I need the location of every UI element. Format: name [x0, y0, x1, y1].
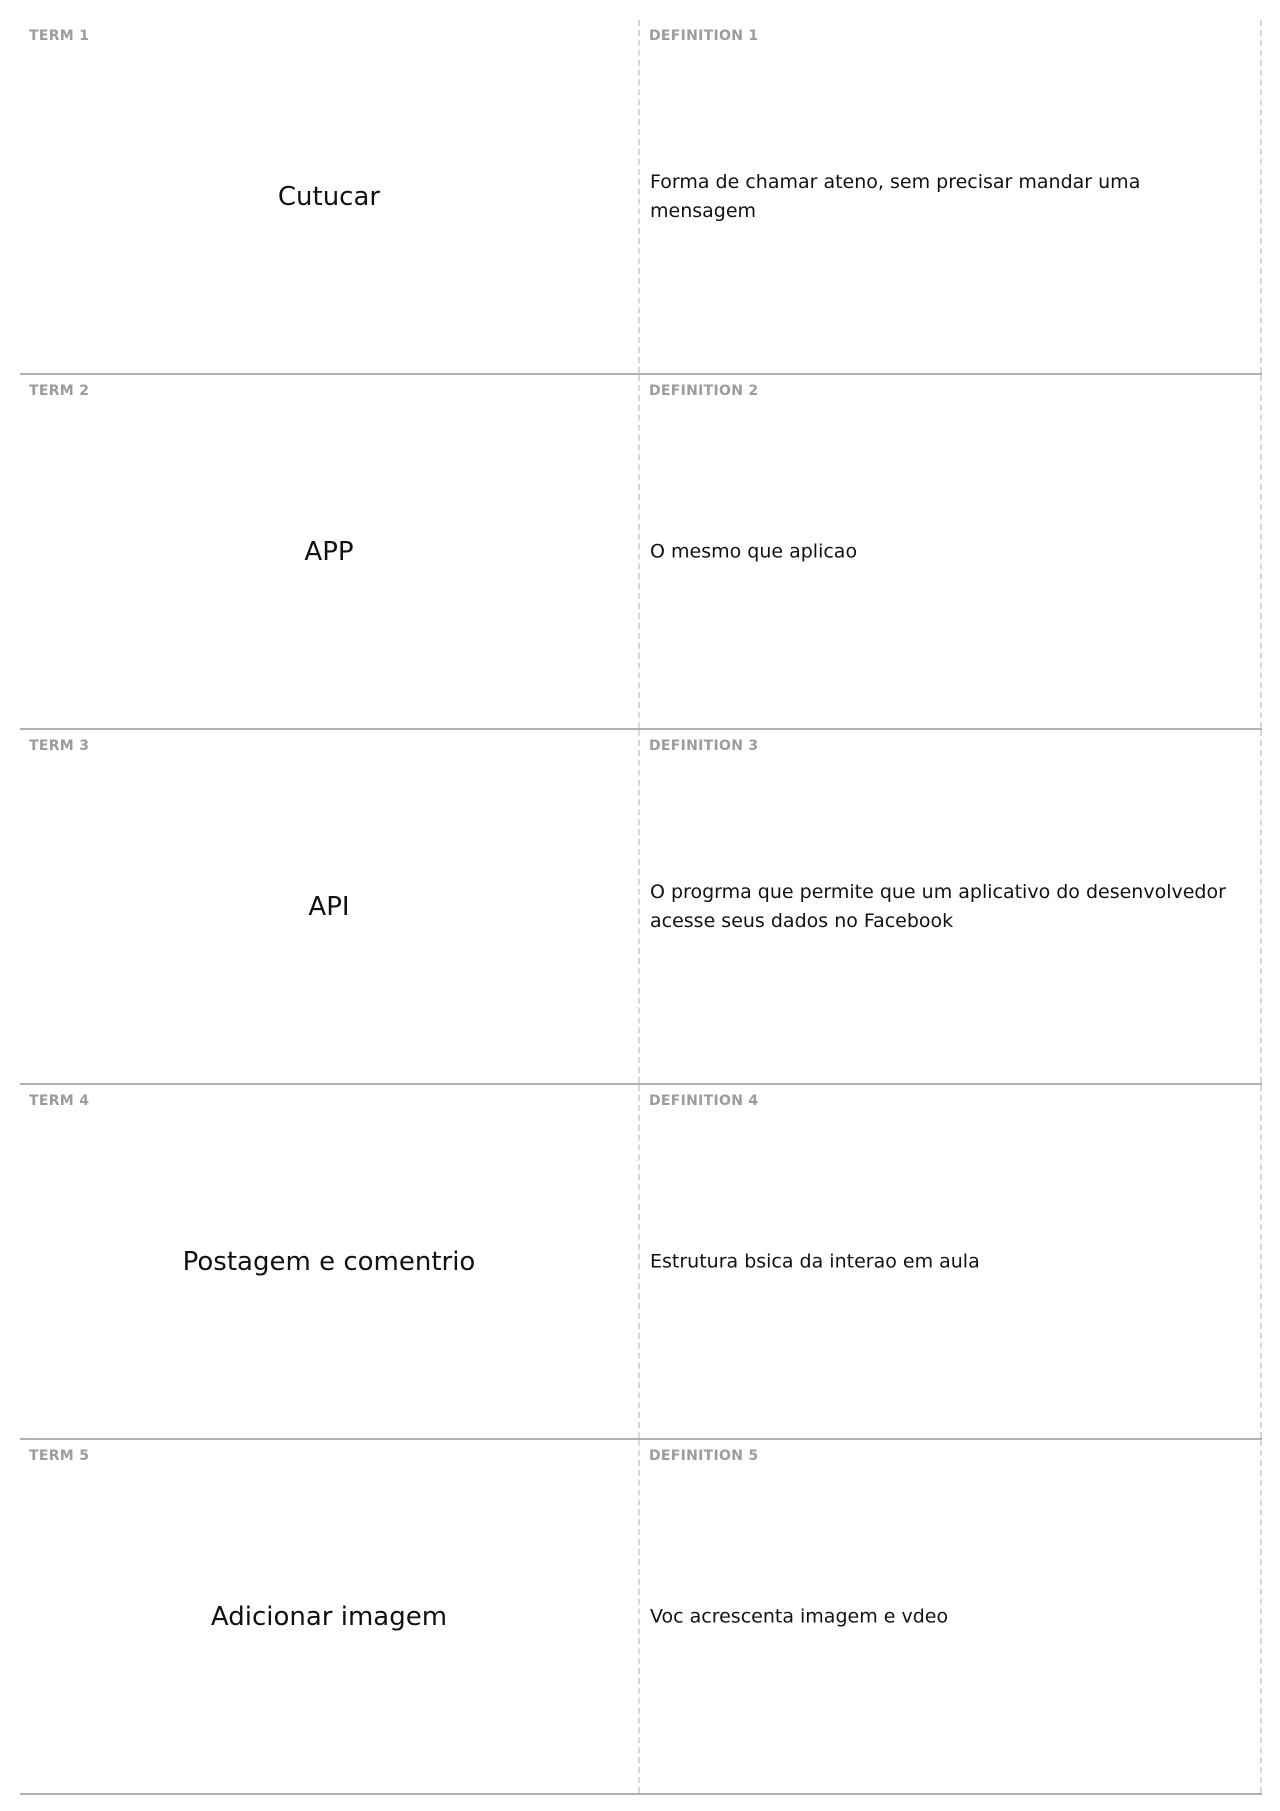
definition-cell — [640, 375, 1262, 728]
term-label: TERM 5 — [29, 1448, 90, 1464]
term-text: Cutucar — [277, 181, 381, 212]
definition-label: DEFINITION 5 — [649, 1448, 759, 1464]
definition-cell — [640, 1440, 1262, 1793]
flashcard-sheet — [20, 20, 1262, 1795]
definition-text: Forma de chamar ateno, sem precisar mandar uma mensagem — [650, 170, 1141, 222]
definition-cell — [640, 20, 1262, 373]
term-text: Adicionar imagem — [210, 1601, 448, 1632]
definition-cell — [640, 1085, 1262, 1438]
definition-label: DEFINITION 1 — [649, 28, 759, 44]
term-label: TERM 2 — [29, 383, 90, 399]
definition-label: DEFINITION 4 — [649, 1093, 759, 1109]
flashcard-row-5 — [20, 1440, 1262, 1795]
term-label: TERM 4 — [29, 1093, 90, 1109]
term-cell — [20, 1085, 640, 1438]
flashcard-row-2 — [20, 375, 1262, 730]
definition-text: Estrutura bsica da interao em aula — [650, 1250, 980, 1272]
term-label: TERM 3 — [29, 738, 90, 754]
definition-label: DEFINITION 3 — [649, 738, 759, 754]
definition-label: DEFINITION 2 — [649, 383, 759, 399]
flashcard-row-1 — [20, 20, 1262, 375]
term-cell — [20, 730, 640, 1083]
term-cell — [20, 1440, 640, 1793]
term-text: APP — [304, 536, 354, 567]
term-cell — [20, 375, 640, 728]
flashcard-row-3 — [20, 730, 1262, 1085]
definition-text: O progrma que permite que um aplicativo do desenvolvedor acesse seus dados no Facebook — [650, 880, 1226, 932]
definition-text: O mesmo que aplicao — [650, 540, 858, 562]
term-label: TERM 1 — [29, 28, 90, 44]
flashcard-row-4 — [20, 1085, 1262, 1440]
term-text: API — [308, 891, 350, 922]
definition-text: Voc acrescenta imagem e vdeo — [650, 1605, 949, 1627]
definition-cell — [640, 730, 1262, 1083]
term-cell — [20, 20, 640, 373]
term-text: Postagem e comentrio — [182, 1246, 476, 1277]
